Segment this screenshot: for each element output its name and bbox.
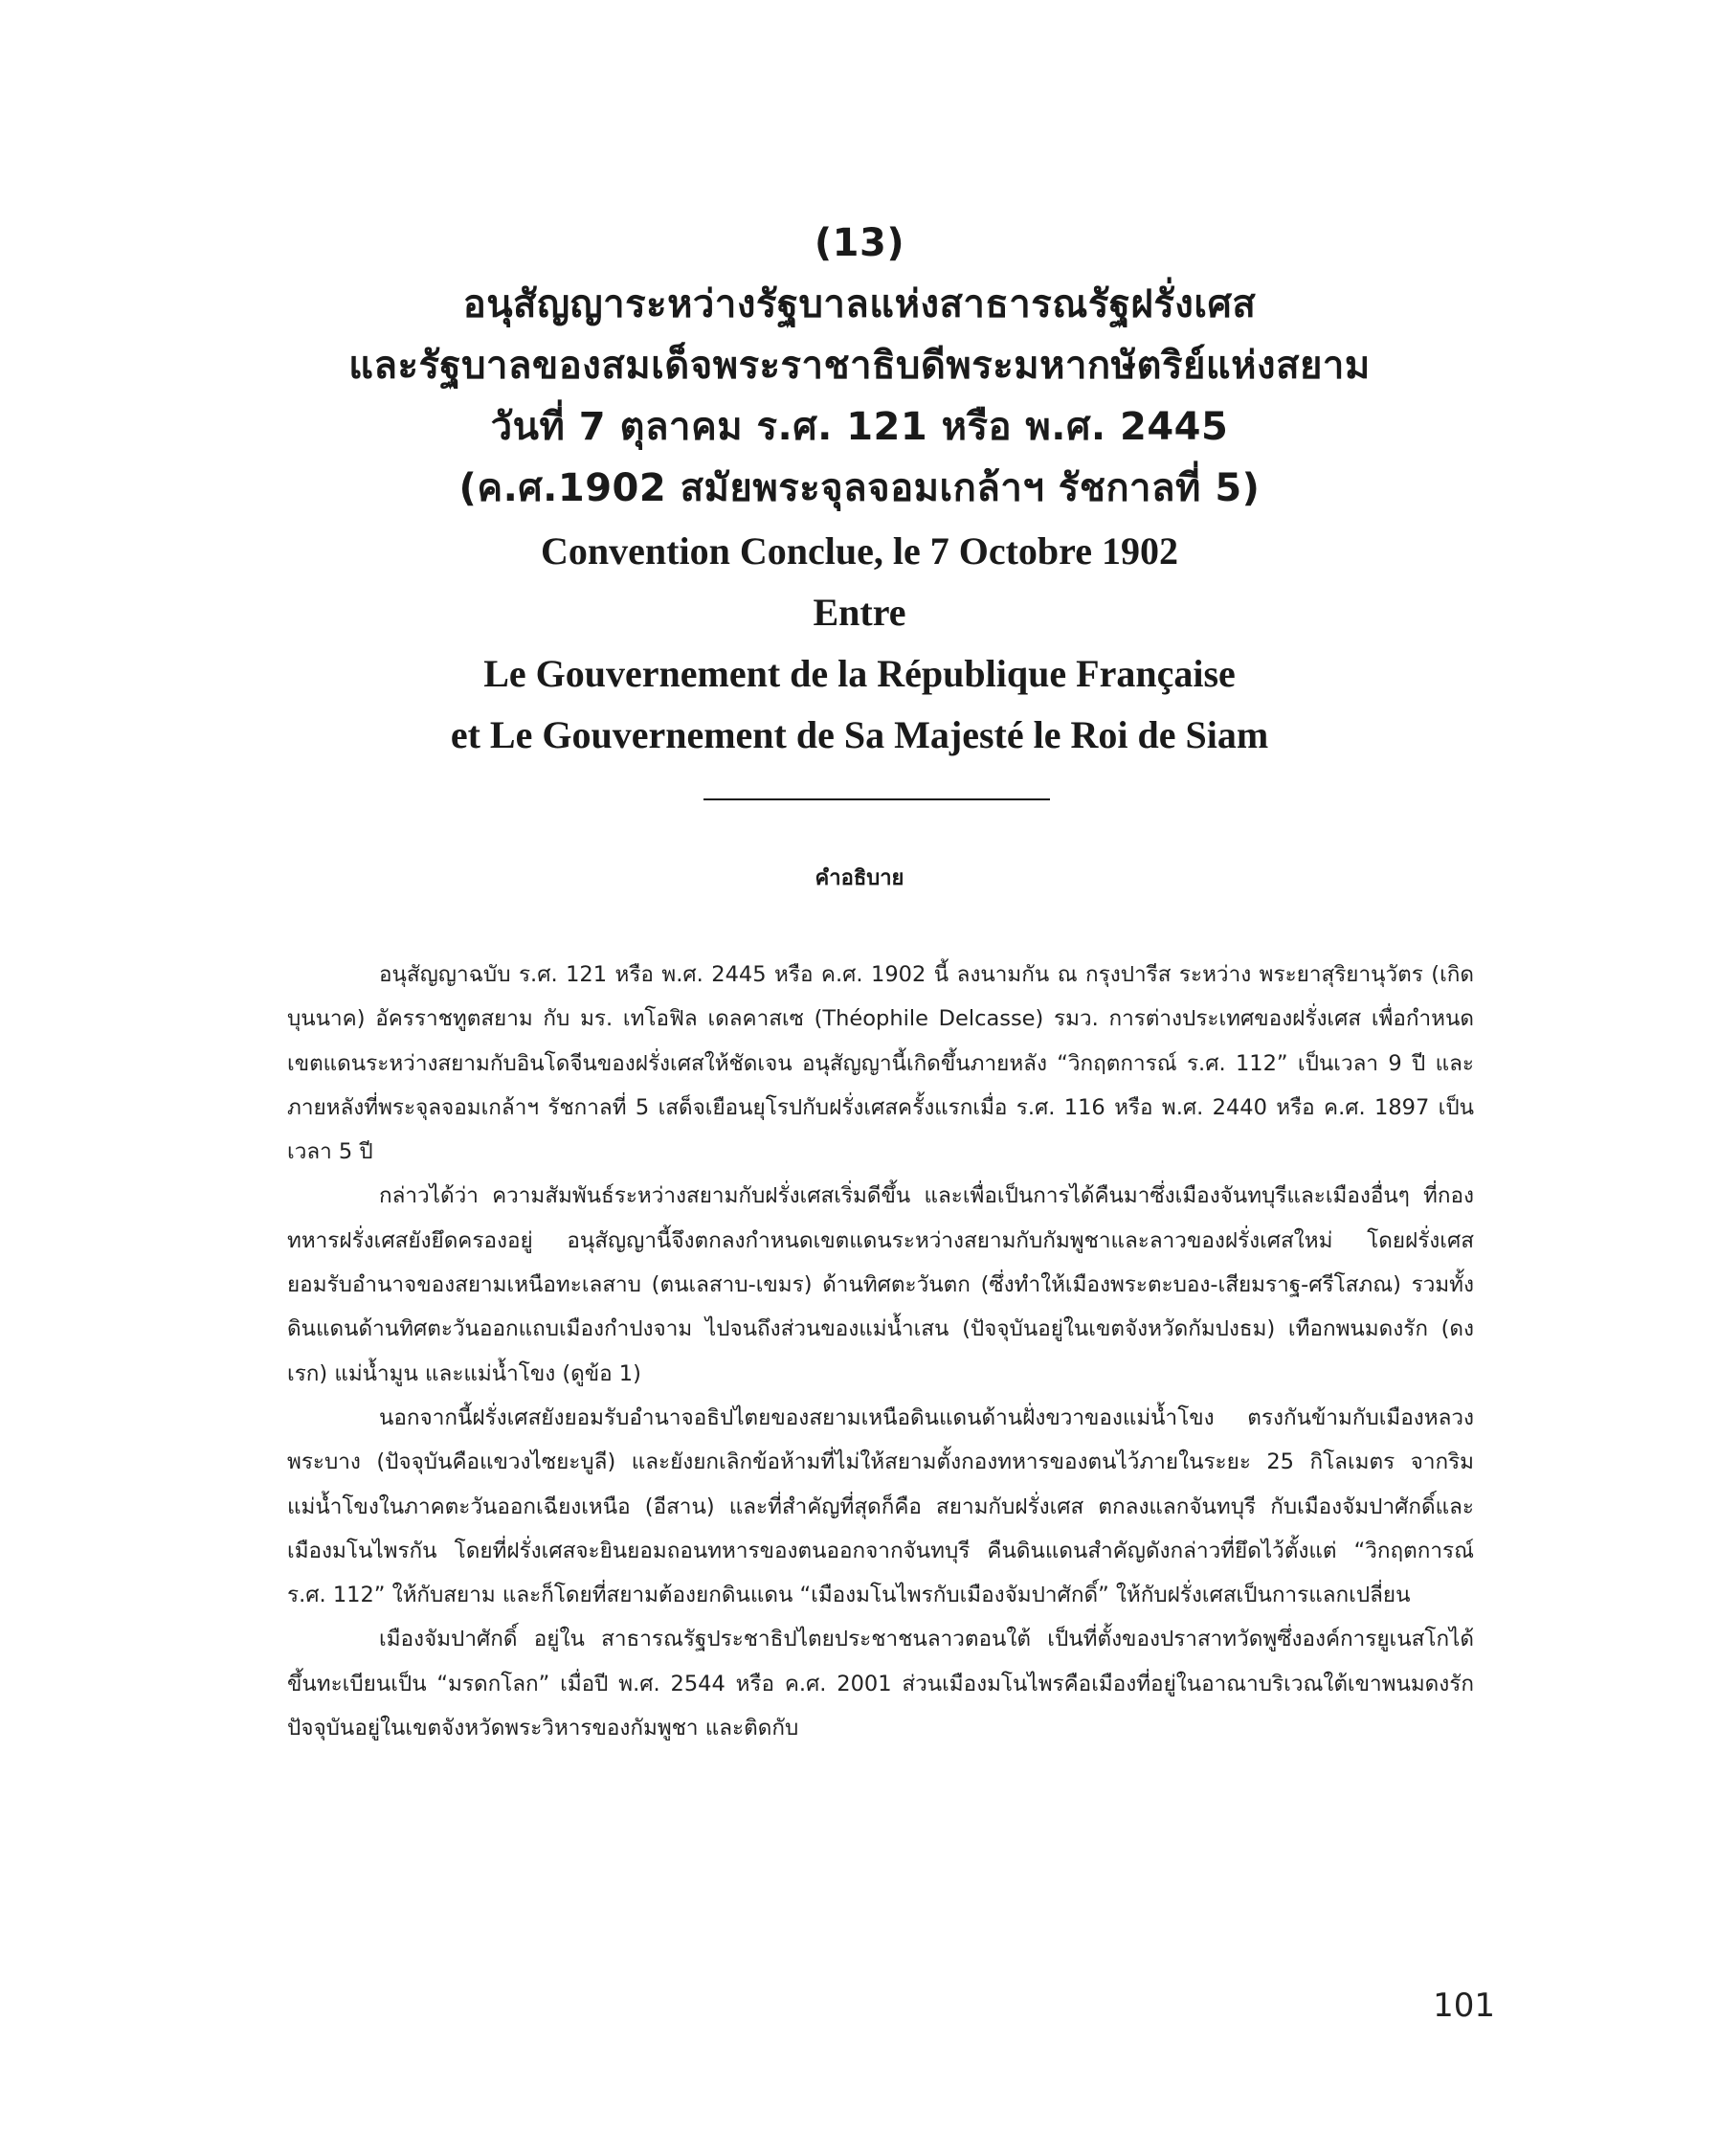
page-number: 101 [1433,1987,1495,2025]
paragraph-1: อนุสัญญาฉบับ ร.ศ. 121 หรือ พ.ศ. 2445 หรือ ค.ศ. 1902 นี้ ลงนามกัน ณ กรุงปารีส ระหว่าง พระยาสุริยานุวัตร (เกิด บุนนาค) อัครราชทูตสยาม กับ มร. เทโอฟิล เดลคาสเซ (Théophile Delcasse) รมว. การต่างประเทศของฝรั่งเศส เพื่อกำหนดเขตแดนระหว่างสยามกับอินโดจีนของฝรั่งเศสให้ชัดเจน อนุสัญญานี้เกิดขึ้นภายหลัง “วิกฤตการณ์ ร.ศ. 112” เป็นเวลา 9 ปี และภายหลังที่พระจุลจอมเกล้าฯ รัชกาลที่ 5 เสด็จเยือนยุโรปกับฝรั่งเศสครั้งแรกเมื่อ ร.ศ. 116 หรือ พ.ศ. 2440 หรือ ค.ศ. 1897 เป็นเวลา 5 ปี [287,962,1475,1165]
thai-title-line-3: วันที่ 7 ตุลาคม ร.ศ. 121 หรือ พ.ศ. 2445 [490,405,1229,449]
title-divider [703,798,1050,800]
body-text [287,953,1474,1750]
french-title-line-2: Entre [813,591,906,634]
title-block [0,213,1719,766]
french-title-line-4: et Le Gouvernement de Sa Majesté le Roi de Siam [450,713,1269,756]
document-number: (13) [814,221,905,265]
thai-title-line-2: และรัฐบาลของสมเด็จพระราชาธิบดีพระมหากษัตริย์แห่งสยาม [348,344,1371,388]
french-title-line-1: Convention Conclue, le 7 Octobre 1902 [541,529,1178,573]
french-title-line-3: Le Gouvernement de la République Française [483,652,1236,695]
paragraph-3: นอกจากนี้ฝรั่งเศสยังยอมรับอำนาจอธิปไตยของสยามเหนือดินแดนด้านฝั่งขวาของแม่น้ำโขง ตรงกันข้ามกับเมืองหลวงพระบาง (ปัจจุบันคือแขวงไซยะบูลี) และยังยกเลิกข้อห้ามที่ไม่ให้สยามตั้งกองทหารของตนไว้ภายในระยะ 25 กิโลเมตร จากริมแม่น้ำโขงในภาคตะวันออกเฉียงเหนือ (อีสาน) และที่สำคัญที่สุดก็คือ สยามกับฝรั่งเศส ตกลงแลกจันทบุรี กับเมืองจัมปาศักดิ์และเมืองมโนไพรกัน โดยที่ฝรั่งเศสจะยินยอมถอนทหารของตนออกจากจันทบุรี คืนดินแดนสำคัญดังกล่าวที่ยึดไว้ตั้งแต่ “วิกฤตการณ์ ร.ศ. 112” ให้กับสยาม และก็โดยที่สยามต้องยกดินแดน “เมืองมโนไพรกับเมืองจัมปาศักดิ์” ให้กับฝรั่งเศสเป็นการแลกเปลี่ยน [287,1404,1474,1608]
thai-title-line-4: (ค.ศ.1902 สมัยพระจุลจอมเกล้าฯ รัชกาลที่ 5) [458,466,1261,510]
thai-title-line-1: อนุสัญญาระหว่างรัฐบาลแห่งสาธารณรัฐฝรั่งเศส [462,282,1257,326]
paragraph-4: เมืองจัมปาศักดิ์ อยู่ใน สาธารณรัฐประชาธิปไตยประชาชนลาวตอนใต้ เป็นที่ตั้งของปราสาทวัดพูซึ่งองค์การยูเนสโกได้ขึ้นทะเบียนเป็น “มรดกโลก” เมื่อปี พ.ศ. 2544 หรือ ค.ศ. 2001 ส่วนเมืองมโนไพรคือเมืองที่อยู่ในอาณาบริเวณใต้เขาพนมดงรัก ปัจจุบันอยู่ในเขตจังหวัดพระวิหารของกัมพูชา และติดกับ [287,1627,1474,1741]
section-heading: คำอธิบาย [815,866,904,890]
paragraph-2: กล่าวได้ว่า ความสัมพันธ์ระหว่างสยามกับฝรั่งเศสเริ่มดีขึ้น และเพื่อเป็นการได้คืนมาซึ่งเมืองจันทบุรีและเมืองอื่นๆ ที่กองทหารฝรั่งเศสยังยึดครองอยู่ อนุสัญญานี้จึงตกลงกำหนดเขตแดนระหว่างสยามกับกัมพูชาและลาวของฝรั่งเศสใหม่ โดยฝรั่งเศสยอมรับอำนาจของสยามเหนือทะเลสาบ (ตนเลสาบ-เขมร) ด้านทิศตะวันตก (ซึ่งทำให้เมืองพระตะบอง-เสียมราฐ-ศรีโสภณ) รวมทั้งดินแดนด้านทิศตะวันออกแถบเมืองกำปงจาม ไปจนถึงส่วนของแม่น้ำเสน (ปัจจุบันอยู่ในเขตจังหวัดกัมปงธม) เทือกพนมดงรัก (ดงเรก) แม่น้ำมูน และแม่น้ำโขง (ดูข้อ 1) [287,1183,1474,1386]
